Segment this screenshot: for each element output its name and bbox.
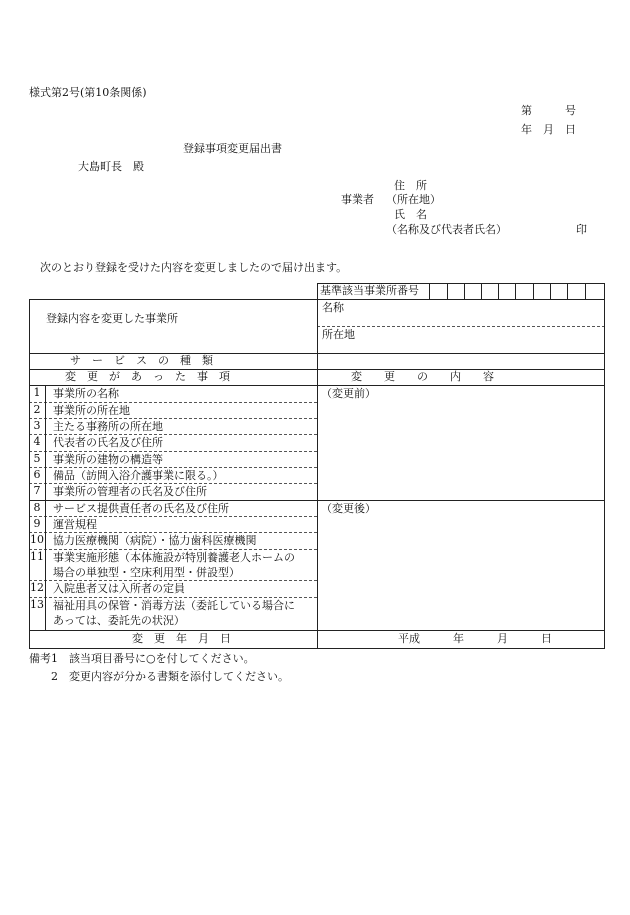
item-number: 8: [33, 501, 41, 514]
item-number: 4: [33, 435, 41, 448]
service-type-label: サ ー ビ ス の 種 類: [70, 354, 213, 367]
representative-label: （名称及び代表者氏名）: [386, 223, 507, 236]
item-text: サービス提供責任者の氏名及び住所: [53, 502, 229, 515]
location-label: （所在地）: [386, 193, 441, 206]
item-number: 5: [33, 452, 41, 465]
note-1: 備考1 該当項目番号に○を付してください。: [29, 652, 255, 665]
item-text: 福祉用具の保管・消毒方法（委託している場合に あっては、委託先の状況）: [53, 599, 295, 627]
item-number: 6: [33, 468, 41, 481]
item-text: 協力医療機関（病院）・協力歯科医療機関: [53, 534, 257, 547]
item-text: 事業所の管理者の氏名及び住所: [53, 485, 207, 498]
item-number: 12: [30, 581, 44, 594]
item-text: 備品（訪問入浴介護事業に限る。）: [53, 469, 224, 482]
item-number: 10: [30, 533, 44, 546]
change-content-header: 変 更 の 内 容: [351, 370, 494, 383]
item-number: 9: [33, 517, 41, 530]
office-location-label: 所在地: [322, 328, 355, 341]
note-2: 2 変更内容が分かる書類を添付してください。: [29, 670, 289, 683]
item-text: 入院患者又は入所者の定員: [53, 582, 185, 595]
before-change-label: （変更前）: [321, 387, 376, 400]
item-number: 13: [30, 598, 44, 611]
after-change-label: （変更後）: [321, 502, 376, 515]
item-text: 事業所の所在地: [53, 404, 130, 417]
intro-text: 次のとおり登録を受けた内容を変更しましたので届け出ます。: [40, 261, 348, 274]
addressee: 大島町長 殿: [78, 160, 144, 173]
seal-mark: 印: [576, 223, 587, 236]
item-text: 事業実施形態（本体施設が特別養護老人ホームの 場合の単独型・空床利用型・併設型）: [53, 551, 295, 579]
page-title: 登録事項変更届出書: [183, 142, 282, 155]
business-label: 事業者: [341, 193, 374, 206]
item-text: 事業所の建物の構造等: [53, 453, 163, 466]
name-label: 氏 名: [394, 208, 427, 221]
item-text: 事業所の名称: [53, 387, 119, 400]
form-label: 様式第2号(第10条関係): [29, 86, 147, 99]
office-name-label: 名称: [322, 301, 344, 314]
item-number: 7: [33, 484, 41, 497]
registration-change-table: [29, 283, 605, 649]
item-number: 3: [33, 419, 41, 432]
item-number: 11: [30, 550, 44, 563]
item-text: 主たる事務所の所在地: [53, 420, 163, 433]
item-text: 運営規程: [53, 518, 97, 531]
change-date-value: 平成 年 月 日: [398, 632, 552, 645]
item-number: 1: [33, 386, 41, 399]
item-text: 代表者の氏名及び住所: [53, 436, 163, 449]
item-number: 2: [33, 403, 41, 416]
document-date: 年 月 日: [521, 123, 576, 136]
office-number-label: 基準該当事業所番号: [320, 284, 419, 297]
address-label: 住 所: [394, 179, 427, 192]
change-date-label: 変 更 年 月 日: [132, 632, 231, 645]
changed-items-header: 変 更 が あ っ た 事 項: [65, 370, 230, 383]
changed-office-label: 登録内容を変更した事業所: [46, 312, 178, 325]
document-number: 第 号: [521, 104, 576, 117]
